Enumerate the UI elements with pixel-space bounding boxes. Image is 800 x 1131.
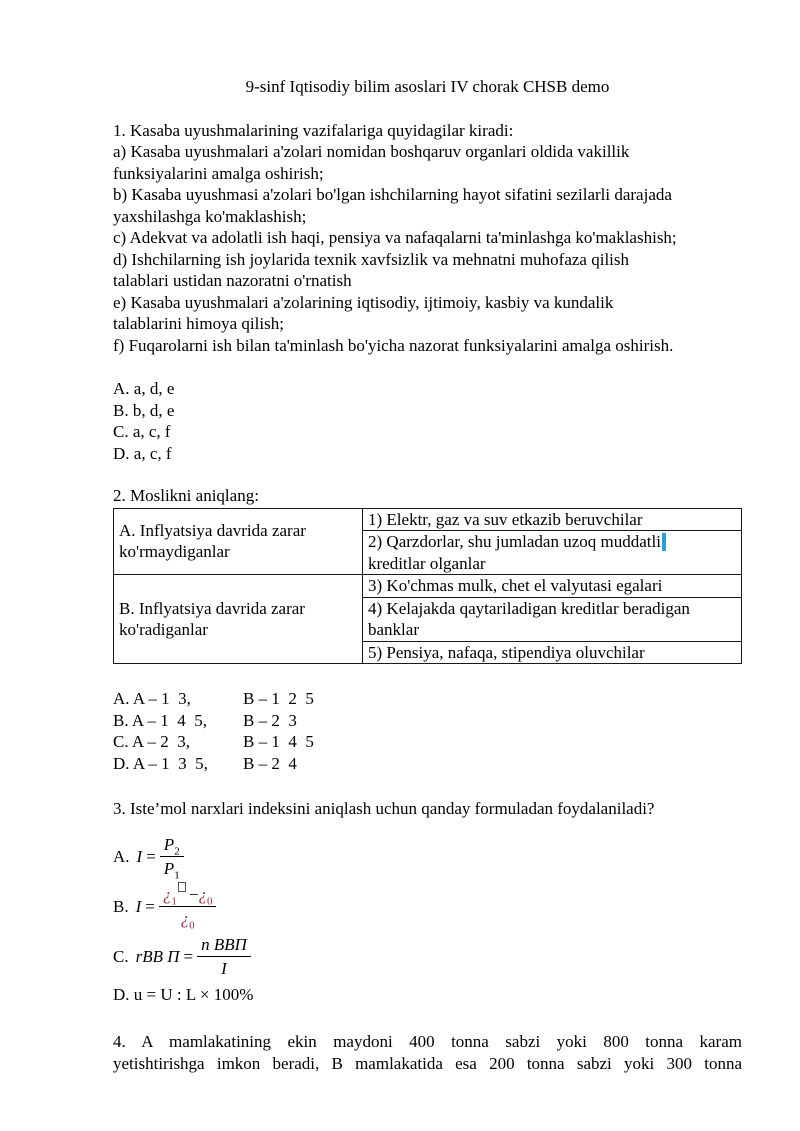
q4-block bbox=[113, 1031, 742, 1074]
q1-option-c: C. a, c, f bbox=[113, 422, 171, 441]
q1-text-line: f) Fuqarolarni ish bilan ta'minlash bo'yicha nazorat funksiyalarini amalga oshirish. bbox=[113, 335, 674, 355]
q1-text-line: talablari ustidan nazoratni o'rnatish bbox=[113, 271, 352, 290]
q4-text-line: yetishtirishga imkon beradi, B mamlakatida esa 200 tonna sabzi yoki 300 tonna bbox=[113, 1053, 742, 1073]
q3-option-a: A. I = $\frac{P_2}{P_1}$ bbox=[113, 834, 742, 880]
q1-text-line: 1. Kasaba uyushmalarining vazifalariga quyidagilar kiradi: bbox=[113, 120, 514, 140]
left-b-line2: ko'radiganlar bbox=[119, 620, 208, 639]
left-a-line2: ko'rmaydiganlar bbox=[119, 542, 230, 562]
q1-options bbox=[113, 378, 742, 464]
left-a-line1: A. Inflyatsiya davrida zarar bbox=[119, 520, 306, 540]
q1-text-line: talablarini himoya qilish; bbox=[113, 314, 284, 333]
doc-title: 9-sinf Iqtisodiy bilim asoslari IV chorak CHSB demo bbox=[245, 77, 610, 96]
q3-formulas bbox=[113, 834, 742, 1006]
q3-option-b: B. I = $\frac{¿_1 -¿_0}{¿_0}$ bbox=[113, 884, 742, 930]
q1-text-line: e) Kasaba uyushmalari a'zolarining iqtisodiy, ijtimoiy, kasbiy va kundalik bbox=[113, 292, 614, 312]
q1-option-d: D. a, c, f bbox=[113, 443, 172, 463]
row4-line2: banklar bbox=[368, 620, 419, 639]
table-cell-row1: 1) Elektr, gaz va suv etkazib beruvchilar bbox=[363, 508, 742, 531]
q1-text-line: d) Ishchilarning ish joylarida texnik xavfsizlik va mehnatni muhofaza qilish bbox=[113, 249, 630, 269]
table-cell-left-b bbox=[114, 575, 363, 664]
fraction: $\frac{¿_1 -¿_0}{¿_0}$ bbox=[159, 884, 217, 930]
q2-match-table bbox=[113, 508, 742, 665]
q1-text-line: a) Kasaba uyushmalari a'zolari nomidan boshqaruv organlari oldida vakillik bbox=[113, 142, 630, 161]
row2-line2: kreditlar olganlar bbox=[368, 553, 486, 573]
q2-heading: 2. Moslikni aniqlang: bbox=[113, 486, 259, 505]
fraction: $\frac{\text{n ВВП}}{I}$ bbox=[197, 934, 251, 980]
q2-option-d: D. A – 1 3 5, B – 2 4 bbox=[113, 753, 297, 773]
table-cell-left-a bbox=[114, 508, 363, 575]
q1-text-line: b) Kasaba uyushmasi a'zolari bo'lgan ishchilarning hayot sifatini sezilarli darajada bbox=[113, 185, 672, 204]
q3-option-d: D. u = U : L × 100% bbox=[113, 984, 254, 1004]
left-b-line1: B. Inflyatsiya davrida zarar bbox=[119, 598, 305, 618]
row2-line1: 2) Qarzdorlar, shu jumladan uzoq muddatli bbox=[368, 531, 736, 553]
q1-text-line: funksiyalarini amalga oshirish; bbox=[113, 163, 324, 183]
q1-option-b: B. b, d, e bbox=[113, 400, 175, 420]
q1-text-line: c) Adekvat va adolatli ish haqi, pensiya va nafaqalarni ta'minlashga ko'maklashish; bbox=[113, 228, 677, 247]
q2-option-c: C. A – 2 3, B – 1 4 5 bbox=[113, 732, 314, 751]
table-cell-row4 bbox=[363, 597, 742, 641]
row4-line1: 4) Kelajakda qaytariladigan kreditlar beradigan bbox=[368, 598, 690, 618]
q1-option-a: A. a, d, e bbox=[113, 379, 175, 398]
missing-glyph-box bbox=[178, 882, 186, 892]
table-cell-row5: 5) Pensiya, nafaqa, stipendiya oluvchilar bbox=[363, 641, 742, 664]
q3-option-c: C. rВВ П = $\frac{\text{n ВВП}}{I}$ bbox=[113, 934, 742, 980]
q2-option-b: B. A – 1 4 5, B – 2 3 bbox=[113, 710, 297, 730]
q3-heading: 3. Iste’mol narxlari indeksini aniqlash uchun qanday formuladan foydalaniladi? bbox=[113, 799, 655, 818]
q2-option-a: A. A – 1 3, B – 1 2 5 bbox=[113, 689, 314, 708]
q1-text-line: yaxshilashga ko'maklashish; bbox=[113, 206, 307, 226]
q2-options bbox=[113, 688, 742, 774]
fraction: $\frac{P_2}{P_1}$ bbox=[160, 834, 184, 880]
table-cell-row2 bbox=[363, 531, 742, 575]
text-cursor bbox=[662, 533, 666, 551]
table-cell-row3: 3) Ko'chmas mulk, chet el valyutasi egalari bbox=[363, 575, 742, 598]
q4-text-line: 4. A mamlakatining ekin maydoni 400 tonna sabzi yoki 800 tonna karam bbox=[113, 1032, 742, 1051]
q1-block bbox=[113, 120, 742, 357]
